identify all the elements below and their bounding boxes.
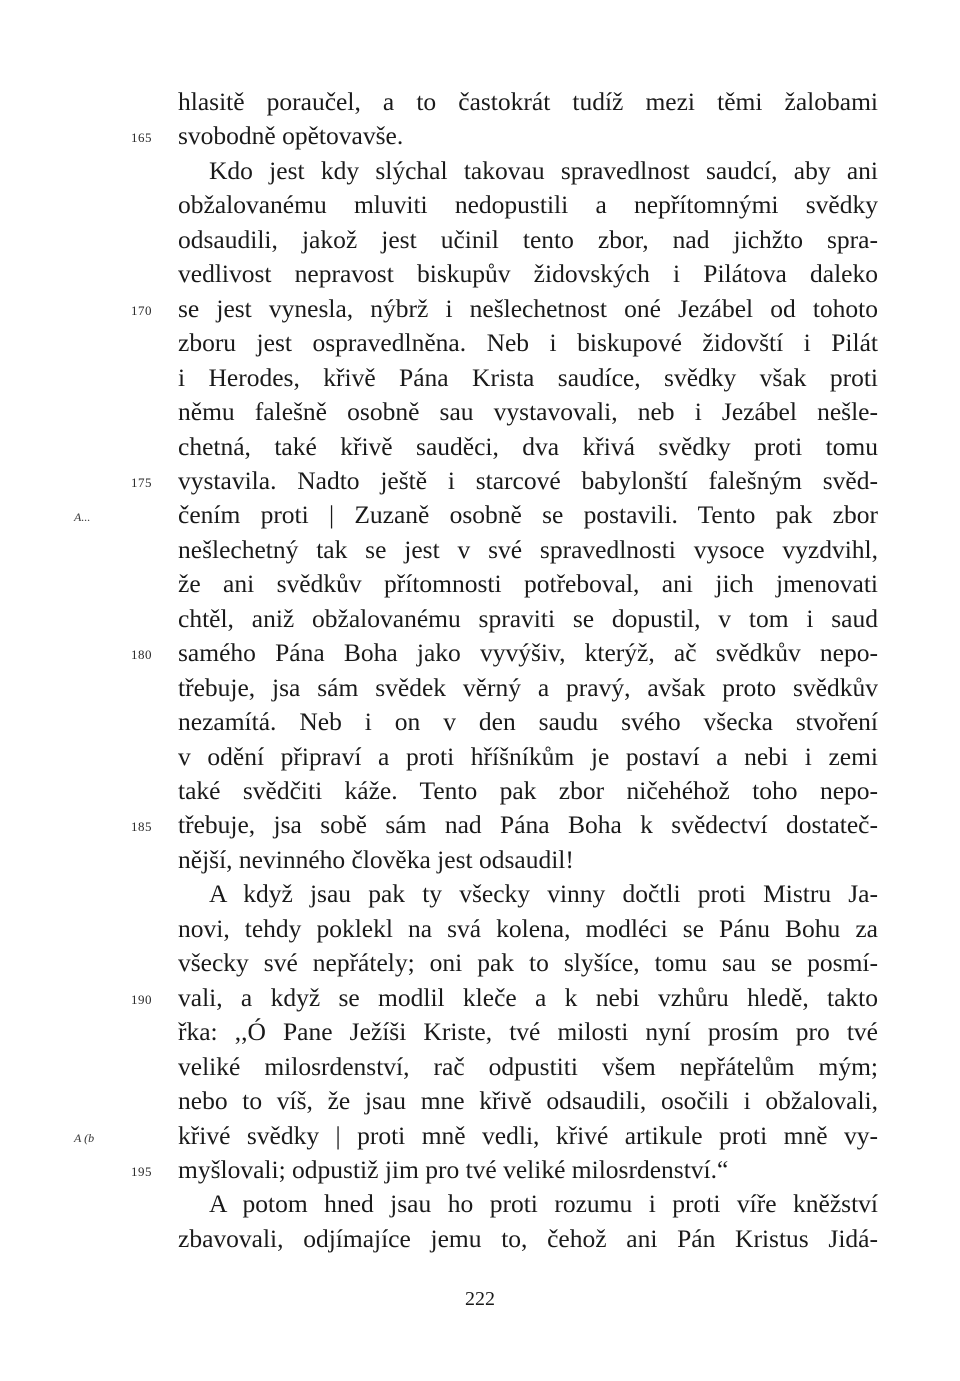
text-line: A když jsau pak ty všecky vinny dočtli proti Mistru Ja-	[209, 879, 878, 909]
text-line: A potom hned jsau ho proti rozumu i proti víře kněžství	[209, 1189, 878, 1219]
text-line: i Herodes, křivě Pána Krista saudíce, svědky však proti	[178, 362, 878, 392]
text-line: zboru jest ospravedlněna. Neb i biskupové židovští i Pilát	[178, 328, 878, 358]
line-number: 165	[131, 130, 152, 146]
page-number: 222	[465, 1288, 495, 1310]
text-line: také svědčiti káže. Tento pak zbor ničehéhož toho nepo-	[178, 776, 878, 805]
text-line: chetná, také křivě sauděci, dva křivá svědky proti tomu	[178, 431, 878, 461]
text-line: všecky své nepřátely; oni pak to slyšíce, tomu sau se posmí-	[178, 948, 878, 978]
text-line: hlasitě poraučel, a to častokrát tudíž mezi těmi žalobami	[178, 87, 878, 116]
text-line: novi, tehdy poklekl na svá kolena, modléci se Pánu Bohu za	[178, 913, 878, 943]
text-line: nější, nevinného člověka jest odsaudil!	[178, 844, 574, 874]
text-line: vedlivost nepravost biskupův židovských i Pilátova daleko	[178, 259, 878, 289]
text-line: obžalovanému mluviti nedopustili a nepřítomnými svědky	[178, 190, 878, 220]
text-line: čením proti | Zuzaně osobně se postavili. Tento pak zbor	[178, 500, 878, 530]
text-line: němu falešně osobně sau vystavovali, neb i Jezábel nešle-	[178, 397, 878, 427]
text-line: že ani svědkův přítomnosti potřeboval, ani jich jmenovati	[178, 569, 878, 599]
line-number: 195	[131, 1163, 152, 1179]
text-line: řka: ,,Ó Pane Ježíši Kriste, tvé milosti nyní prosím pro tvé	[178, 1017, 878, 1047]
text-line: svobodně opětovavše.	[178, 121, 404, 151]
text-line: se jest vynesla, nýbrž i nešlechetnost oné Jezábel od tohoto	[178, 293, 878, 323]
text-line: křivé svědky | proti mně vedli, křivé artikule proti mně vy-	[178, 1120, 878, 1150]
text-line: vystavila. Nadto ještě i starcové babylonští falešným svěd-	[178, 465, 878, 495]
line-number: 180	[131, 647, 152, 663]
line-number: 175	[131, 474, 152, 490]
text-line: veliké milosrdenství, rač odpustiti všem nepřátelům mým;	[178, 1051, 878, 1081]
line-number: 190	[131, 991, 152, 1007]
text-line: odsaudili, jakož jest učinil tento zbor, nad jichžto spra-	[178, 224, 878, 254]
text-line: samého Pána Boha jako vyvýšiv, kterýž, ač svědkův nepo-	[178, 638, 878, 668]
margin-note: A (b	[74, 1130, 95, 1145]
line-number: 170	[131, 302, 152, 318]
text-line: zbavovali, odjímajíce jemu to, čehož ani Pán Kristus Jidá-	[178, 1223, 878, 1253]
margin-note: A...	[74, 510, 91, 525]
text-line: myšlovali; odpustiž jim pro tvé veliké milosrdenství.“	[178, 1154, 729, 1184]
text-line: chtěl, aniž obžalovanému spraviti se dopustil, v tom i saud	[178, 603, 878, 633]
text-line: třebuje, jsa sám svědek věrný a pravý, avšak proto svědkův	[178, 672, 878, 702]
text-line: nezamítá. Neb i on v den saudu svého všecka stvoření	[178, 707, 878, 737]
text-line: nešlechetný tak se jest v své spravedlnosti vysoce vyzdvihl,	[178, 534, 878, 564]
text-line: třebuje, jsa sobě sám nad Pána Boha k svědectví dostateč-	[178, 810, 878, 840]
text-line: vali, a když se modlil kleče a k nebi vzhůru hledě, takto	[178, 982, 878, 1012]
text-line: v odění připraví a proti hříšníkům je postaví a nebi i zemi	[178, 741, 878, 771]
text-line: nebo to víš, že jsau mne křivě odsaudili, osočili i obžalovali,	[178, 1086, 878, 1116]
line-number: 185	[131, 819, 152, 835]
text-line: Kdo jest kdy slýchal takovau spravedlnost saudcí, aby ani	[209, 155, 878, 185]
